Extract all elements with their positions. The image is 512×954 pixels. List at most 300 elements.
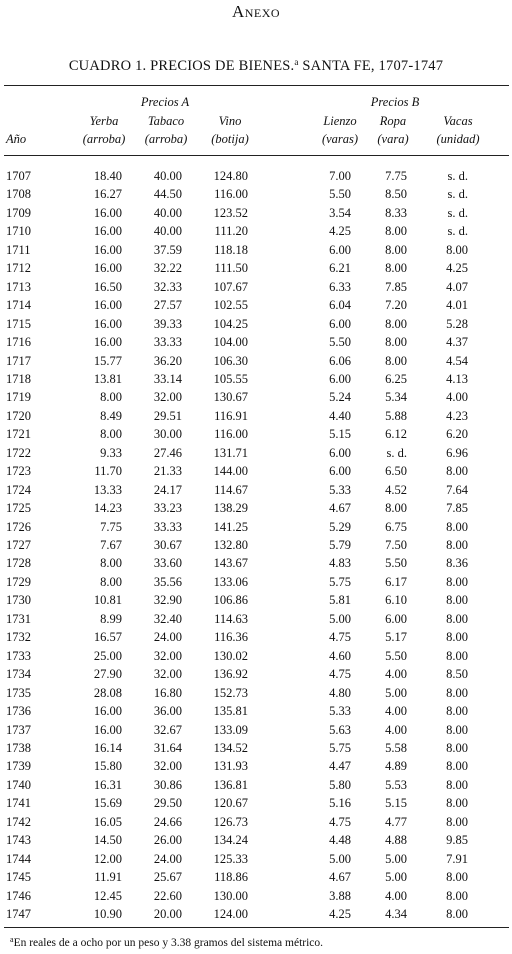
cell-lienzo: 6.33 — [329, 279, 351, 294]
cell-tabaco: 29.50 — [153, 796, 182, 811]
table-row — [0, 794, 512, 812]
cell-year: 1726 — [6, 519, 31, 534]
table-row — [0, 905, 512, 923]
cell-yerba: 16.00 — [93, 205, 122, 220]
cell-yerba: 16.14 — [93, 740, 122, 755]
cell-ropa: 6.17 — [385, 574, 407, 589]
cell-yerba: 16.50 — [93, 279, 122, 294]
cell-vino: 124.80 — [213, 169, 248, 183]
cell-vacas: 9.85 — [446, 833, 468, 848]
table-title — [0, 57, 512, 75]
cell-year: 1740 — [6, 777, 31, 792]
cell-tabaco: 33.14 — [153, 371, 182, 386]
table-title-note: a — [294, 57, 299, 67]
cell-year: 1727 — [6, 538, 31, 552]
cell-tabaco: 33.33 — [153, 519, 182, 534]
cell-ropa: 6.25 — [385, 371, 407, 386]
cell-tabaco: 32.00 — [153, 759, 182, 774]
cell-tabaco: 40.00 — [153, 224, 182, 239]
cell-ropa: 7.50 — [385, 538, 407, 552]
cell-lienzo: 4.75 — [329, 667, 351, 682]
table-row — [0, 241, 512, 259]
cell-year: 1723 — [6, 464, 31, 479]
cell-vacas: 8.00 — [446, 777, 468, 792]
cell-ropa: 8.00 — [385, 335, 407, 350]
cell-lienzo: 5.16 — [329, 796, 351, 811]
cell-yerba: 12.45 — [93, 888, 122, 903]
cell-vacas: 7.91 — [446, 851, 468, 866]
col-vacas-unit: (unidad) — [436, 132, 480, 146]
cell-ropa: 8.00 — [385, 261, 407, 276]
table-row — [0, 739, 512, 757]
cell-tabaco: 36.00 — [153, 704, 182, 719]
cell-year: 1747 — [6, 907, 31, 921]
cell-lienzo: 4.60 — [329, 648, 351, 663]
cell-vacas: 6.96 — [446, 445, 468, 460]
col-vacas: Vacas — [443, 114, 473, 128]
table-row — [0, 167, 512, 185]
table-row — [0, 388, 512, 406]
cell-year: 1729 — [6, 574, 31, 589]
cell-vacas: 8.00 — [446, 796, 468, 811]
cell-tabaco: 40.00 — [153, 205, 182, 220]
cell-yerba: 10.90 — [93, 907, 122, 921]
cell-year: 1735 — [6, 685, 31, 700]
cell-yerba: 7.75 — [100, 519, 122, 534]
cell-yerba: 12.00 — [93, 851, 122, 866]
cell-lienzo: 4.25 — [329, 224, 351, 239]
col-tabaco: Tabaco — [147, 114, 185, 128]
col-ropa-unit: (vara) — [377, 132, 409, 146]
cell-tabaco: 44.50 — [153, 187, 182, 202]
cell-lienzo: 6.06 — [329, 353, 351, 368]
cell-tabaco: 32.22 — [153, 261, 182, 276]
cell-vino: 116.00 — [214, 427, 248, 442]
cell-year: 1732 — [6, 630, 31, 645]
cell-vacas: s. d. — [447, 224, 468, 239]
cell-year: 1708 — [6, 187, 31, 202]
cell-yerba: 18.40 — [93, 169, 122, 183]
cell-yerba: 9.33 — [100, 445, 122, 460]
table-row — [0, 850, 512, 868]
cell-year: 1722 — [6, 445, 31, 460]
cell-vacas: 8.00 — [446, 630, 468, 645]
cell-ropa: 8.00 — [385, 242, 407, 257]
table-row — [0, 518, 512, 536]
cell-yerba: 14.23 — [93, 501, 122, 516]
cell-tabaco: 32.00 — [153, 648, 182, 663]
cell-year: 1720 — [6, 408, 31, 423]
col-lienzo: Lienzo — [323, 114, 357, 128]
section-label: Anexo — [231, 2, 281, 21]
footnote-mark: a — [10, 935, 14, 944]
cell-tabaco: 40.00 — [153, 169, 182, 183]
footnote — [10, 935, 323, 949]
cell-ropa: 6.00 — [385, 611, 407, 626]
cell-ropa: 6.12 — [385, 427, 407, 442]
cell-tabaco: 36.20 — [153, 353, 182, 368]
cell-ropa: 4.77 — [385, 814, 407, 829]
cell-tabaco: 27.46 — [153, 445, 182, 460]
top-rule — [4, 85, 509, 86]
cell-ropa: 4.89 — [385, 759, 407, 774]
cell-vino: 105.55 — [213, 371, 248, 386]
cell-yerba: 15.80 — [93, 759, 122, 774]
cell-lienzo: 6.21 — [329, 261, 351, 276]
cell-lienzo: 6.04 — [329, 298, 351, 313]
group-header-a: Precios A — [140, 95, 190, 109]
cell-year: 1731 — [6, 611, 31, 626]
cell-vacas: 8.36 — [446, 556, 468, 571]
table-row — [0, 813, 512, 831]
cell-vino: 116.36 — [214, 630, 248, 645]
cell-vacas: 4.07 — [446, 279, 468, 294]
cell-ropa: 4.00 — [385, 722, 407, 737]
cell-yerba: 15.77 — [93, 353, 122, 368]
col-vino: Vino — [218, 114, 242, 128]
cell-vino: 144.00 — [213, 464, 248, 479]
cell-vacas: 6.20 — [446, 427, 468, 442]
table-row — [0, 610, 512, 628]
cell-vino: 106.86 — [213, 593, 248, 608]
cell-vacas: 4.00 — [446, 390, 468, 405]
cell-vino: 136.92 — [213, 667, 248, 682]
cell-year: 1710 — [6, 224, 31, 239]
cell-vino: 152.73 — [213, 685, 248, 700]
table-row — [0, 444, 512, 462]
cell-vino: 107.67 — [213, 279, 248, 294]
cell-vacas: 8.00 — [446, 611, 468, 626]
cell-vacas: 8.50 — [446, 667, 468, 682]
cell-year: 1713 — [6, 279, 31, 294]
cell-lienzo: 7.00 — [329, 169, 351, 183]
cell-vino: 114.67 — [214, 482, 248, 497]
table-row — [0, 684, 512, 702]
col-yerba: Yerba — [89, 114, 119, 128]
cell-vino: 132.80 — [213, 538, 248, 552]
cell-year: 1712 — [6, 261, 31, 276]
footnote-text: En reales de a ocho por un peso y 3.38 gramos del sistema métrico. — [13, 937, 324, 949]
cell-ropa: 4.00 — [385, 888, 407, 903]
cell-ropa: 4.88 — [385, 833, 407, 848]
cell-vacas: s. d. — [447, 187, 468, 202]
cell-vino: 134.52 — [213, 740, 248, 755]
cell-tabaco: 39.33 — [153, 316, 182, 331]
table-row — [0, 554, 512, 572]
cell-year: 1716 — [6, 335, 31, 350]
table-row — [0, 647, 512, 665]
cell-vacas: 8.00 — [446, 722, 468, 737]
cell-tabaco: 32.67 — [153, 722, 182, 737]
cell-ropa: 5.50 — [385, 556, 407, 571]
cell-vino: 102.55 — [213, 298, 248, 313]
cell-lienzo: 5.50 — [329, 187, 351, 202]
cell-yerba: 14.50 — [93, 833, 122, 848]
cell-tabaco: 24.00 — [153, 630, 182, 645]
table-row — [0, 278, 512, 296]
cell-year: 1739 — [6, 759, 31, 774]
table-row — [0, 573, 512, 591]
cell-tabaco: 20.00 — [153, 907, 182, 921]
cell-ropa: 8.00 — [385, 501, 407, 516]
cell-vino: 104.00 — [213, 335, 248, 350]
cell-ropa: 5.00 — [385, 870, 407, 885]
cell-tabaco: 21.33 — [153, 464, 182, 479]
cell-ropa: 8.50 — [385, 187, 407, 202]
cell-vino: 131.93 — [213, 759, 248, 774]
cell-tabaco: 25.67 — [153, 870, 182, 885]
table-row — [0, 499, 512, 517]
table-title-main: CUADRO 1. PRECIOS DE BIENES. — [68, 58, 295, 74]
cell-ropa: 7.20 — [385, 298, 407, 313]
cell-vacas: 5.28 — [446, 316, 468, 331]
cell-ropa: 8.00 — [385, 224, 407, 239]
header-rule — [4, 155, 509, 156]
cell-yerba: 16.00 — [93, 242, 122, 257]
cell-ropa: 5.53 — [385, 777, 407, 792]
cell-ropa: 5.34 — [385, 390, 407, 405]
cell-vino: 131.71 — [213, 445, 248, 460]
cell-year: 1725 — [6, 501, 31, 516]
cell-lienzo: 6.00 — [329, 445, 351, 460]
cell-yerba: 16.00 — [93, 298, 122, 313]
cell-vino: 126.73 — [213, 814, 248, 829]
table-row — [0, 757, 512, 775]
table-row — [0, 665, 512, 683]
cell-year: 1707 — [6, 169, 31, 183]
cell-vino: 130.67 — [213, 390, 248, 405]
table-row — [0, 259, 512, 277]
cell-year: 1728 — [6, 556, 31, 571]
cell-vino: 124.00 — [213, 907, 248, 921]
cell-vacas: 7.85 — [446, 501, 468, 516]
cell-tabaco: 24.66 — [153, 814, 182, 829]
cell-year: 1721 — [6, 427, 31, 442]
cell-yerba: 28.08 — [93, 685, 122, 700]
cell-yerba: 15.69 — [93, 796, 122, 811]
cell-vino: 106.30 — [213, 353, 248, 368]
cell-ropa: 7.85 — [385, 279, 407, 294]
cell-tabaco: 32.00 — [153, 390, 182, 405]
cell-vino: 135.81 — [213, 704, 248, 719]
cell-vino: 134.24 — [213, 833, 248, 848]
cell-tabaco: 22.60 — [153, 888, 182, 903]
cell-vacas: 8.00 — [446, 704, 468, 719]
cell-year: 1736 — [6, 704, 31, 719]
cell-lienzo: 6.00 — [329, 242, 351, 257]
cell-vacas: 8.00 — [446, 538, 468, 552]
cell-vacas: s. d. — [447, 169, 468, 183]
cell-ropa: 8.00 — [385, 353, 407, 368]
cell-yerba: 27.90 — [93, 667, 122, 682]
table-row — [0, 868, 512, 886]
table-row — [0, 462, 512, 480]
cell-lienzo: 6.00 — [329, 316, 351, 331]
cell-vacas: 8.00 — [446, 519, 468, 534]
cell-vino: 104.25 — [213, 316, 248, 331]
cell-vacas: 4.37 — [446, 335, 468, 350]
cell-vacas: 8.00 — [446, 464, 468, 479]
col-vino-unit: (botija) — [211, 132, 249, 146]
cell-vino: 111.20 — [214, 224, 248, 239]
cell-year: 1737 — [6, 722, 31, 737]
cell-lienzo: 4.80 — [329, 685, 351, 700]
cell-tabaco: 32.40 — [153, 611, 182, 626]
cell-ropa: 6.10 — [385, 593, 407, 608]
table-title-suffix: SANTA FE, 1707-1747 — [298, 58, 444, 74]
cell-year: 1719 — [6, 390, 31, 405]
cell-year: 1715 — [6, 316, 31, 331]
table-row — [0, 628, 512, 646]
cell-lienzo: 5.50 — [329, 335, 351, 350]
cell-ropa: 8.33 — [385, 205, 407, 220]
cell-vacas: 7.64 — [446, 482, 468, 497]
cell-ropa: 5.50 — [385, 648, 407, 663]
cell-lienzo: 4.40 — [329, 408, 351, 423]
cell-ropa: s. d. — [386, 445, 407, 460]
cell-vacas: 8.00 — [446, 814, 468, 829]
cell-year: 1744 — [6, 851, 31, 866]
cell-vacas: 8.00 — [446, 593, 468, 608]
cell-year: 1711 — [6, 242, 31, 257]
table-row — [0, 296, 512, 314]
cell-vino: 120.67 — [213, 796, 248, 811]
cell-ropa: 5.00 — [385, 851, 407, 866]
cell-lienzo: 5.33 — [329, 482, 351, 497]
cell-yerba: 8.00 — [100, 427, 122, 442]
table-row — [0, 591, 512, 609]
cell-lienzo: 5.24 — [329, 390, 351, 405]
cell-lienzo: 5.75 — [329, 740, 351, 755]
cell-yerba: 11.70 — [94, 464, 122, 479]
cell-vacas: 8.00 — [446, 907, 468, 921]
cell-yerba: 13.81 — [93, 371, 122, 386]
cell-lienzo: 5.33 — [329, 704, 351, 719]
table-row — [0, 536, 512, 554]
cell-ropa: 7.75 — [385, 169, 407, 183]
table-row — [0, 352, 512, 370]
cell-ropa: 5.17 — [385, 630, 407, 645]
cell-tabaco: 33.60 — [153, 556, 182, 571]
cell-year: 1741 — [6, 796, 31, 811]
cell-lienzo: 4.48 — [329, 833, 351, 848]
cell-tabaco: 31.64 — [153, 740, 182, 755]
cell-yerba: 16.27 — [93, 187, 122, 202]
cell-lienzo: 6.00 — [329, 371, 351, 386]
cell-vacas: 4.01 — [446, 298, 468, 313]
cell-yerba: 16.31 — [93, 777, 122, 792]
cell-lienzo: 5.81 — [329, 593, 351, 608]
cell-lienzo: 4.67 — [329, 870, 351, 885]
cell-vacas: 4.54 — [446, 353, 468, 368]
cell-year: 1717 — [6, 353, 31, 368]
cell-lienzo: 5.75 — [329, 574, 351, 589]
cell-vacas: 8.00 — [446, 648, 468, 663]
cell-tabaco: 24.17 — [153, 482, 182, 497]
cell-vacas: s. d. — [447, 205, 468, 220]
cell-tabaco: 29.51 — [153, 408, 182, 423]
cell-yerba: 16.00 — [93, 261, 122, 276]
cell-vino: 133.06 — [213, 574, 248, 589]
cell-vino: 136.81 — [213, 777, 248, 792]
cell-lienzo: 5.15 — [329, 427, 351, 442]
cell-vino: 130.00 — [213, 888, 248, 903]
cell-tabaco: 33.23 — [153, 501, 182, 516]
cell-year: 1709 — [6, 205, 31, 220]
cell-yerba: 8.99 — [100, 611, 122, 626]
cell-lienzo: 4.75 — [329, 814, 351, 829]
cell-ropa: 4.34 — [385, 907, 407, 921]
cell-yerba: 8.00 — [100, 556, 122, 571]
cell-vacas: 8.00 — [446, 888, 468, 903]
col-tabaco-unit: (arroba) — [144, 132, 188, 146]
cell-lienzo: 5.79 — [329, 538, 351, 552]
cell-lienzo: 5.00 — [329, 851, 351, 866]
cell-yerba: 16.00 — [93, 224, 122, 239]
cell-year: 1733 — [6, 648, 31, 663]
cell-lienzo: 5.63 — [329, 722, 351, 737]
cell-vacas: 4.13 — [446, 371, 468, 386]
bottom-rule — [4, 927, 509, 928]
table-row — [0, 721, 512, 739]
cell-ropa: 5.00 — [385, 685, 407, 700]
table-row — [0, 481, 512, 499]
cell-lienzo: 4.25 — [329, 907, 351, 921]
cell-vino: 118.86 — [214, 870, 248, 885]
cell-vino: 116.00 — [214, 187, 248, 202]
group-header-b: Precios B — [370, 95, 420, 109]
cell-year: 1743 — [6, 833, 31, 848]
cell-vino: 143.67 — [213, 556, 248, 571]
cell-lienzo: 4.67 — [329, 501, 351, 516]
cell-vino: 138.29 — [213, 501, 248, 516]
cell-lienzo: 5.29 — [329, 519, 351, 534]
cell-tabaco: 32.90 — [153, 593, 182, 608]
col-year: Año — [6, 132, 27, 146]
cell-lienzo: 3.54 — [329, 205, 351, 220]
cell-ropa: 5.88 — [385, 408, 407, 423]
cell-yerba: 7.67 — [100, 538, 122, 552]
table-row — [0, 370, 512, 388]
cell-vino: 118.18 — [214, 242, 248, 257]
cell-yerba: 16.05 — [93, 814, 122, 829]
cell-vino: 130.02 — [213, 648, 248, 663]
cell-year: 1745 — [6, 870, 31, 885]
col-ropa: Ropa — [379, 114, 407, 128]
table-row — [0, 831, 512, 849]
cell-lienzo: 4.83 — [329, 556, 351, 571]
cell-tabaco: 30.00 — [153, 427, 182, 442]
cell-year: 1734 — [6, 667, 31, 682]
cell-vacas: 8.00 — [446, 242, 468, 257]
cell-ropa: 6.50 — [385, 464, 407, 479]
cell-vacas: 8.00 — [446, 574, 468, 589]
cell-yerba: 8.00 — [100, 574, 122, 589]
table-row — [0, 204, 512, 222]
cell-year: 1718 — [6, 371, 31, 386]
table-row — [0, 425, 512, 443]
table-row — [0, 776, 512, 794]
cell-lienzo: 5.80 — [329, 777, 351, 792]
cell-tabaco: 24.00 — [153, 851, 182, 866]
cell-tabaco: 35.56 — [153, 574, 182, 589]
cell-vino: 116.91 — [214, 408, 248, 423]
cell-lienzo: 4.75 — [329, 630, 351, 645]
table-row — [0, 333, 512, 351]
table-row — [0, 887, 512, 905]
cell-lienzo: 5.00 — [329, 611, 351, 626]
cell-yerba: 16.00 — [93, 316, 122, 331]
